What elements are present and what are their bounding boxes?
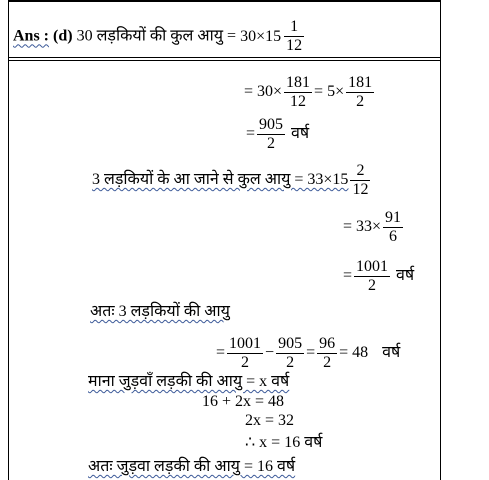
l1-mid: = 5× (314, 83, 345, 101)
step-line-4 (343, 209, 405, 246)
l7-frac-2 (276, 335, 304, 372)
l3-den: 12 (352, 181, 369, 198)
step-line-1 (244, 74, 376, 111)
l3-text: 3 लड़कियों के आ जाने से कुल आयु = 33×15 (92, 171, 349, 189)
l2-num: 905 (259, 116, 284, 133)
l7-minus: − (265, 344, 275, 362)
l7-frac-3 (317, 335, 337, 372)
table-right-border (440, 0, 441, 480)
l8-text: माना जुड़वाँ लड़की की आयु = x वर्ष (88, 373, 290, 390)
l7-num-3: 96 (319, 335, 336, 352)
step-line-2 (246, 116, 309, 153)
l4-num: 91 (385, 209, 402, 226)
l2-den: 2 (267, 135, 276, 152)
l7-unit: वर्ष (382, 344, 401, 362)
l1-num-2: 181 (348, 74, 373, 91)
step-line-9 (202, 392, 284, 412)
l1-prefix: = 30× (244, 83, 283, 101)
l11-text: ∴ x = 16 वर्ष (245, 434, 323, 451)
l7-eq: = (216, 344, 226, 362)
answer-header (13, 18, 306, 55)
header-expr-prefix: 30×15 (240, 27, 282, 45)
header-fraction (284, 18, 304, 55)
l7-frac-1 (227, 335, 263, 372)
step-line-11 (245, 433, 322, 453)
l7-den-3: 2 (323, 354, 332, 371)
l10-text: 2x = 32 (245, 412, 295, 429)
l7-den-2: 2 (286, 354, 295, 371)
l7-den-1: 2 (241, 354, 250, 371)
l4-frac (383, 209, 403, 246)
l7-num-1: 1001 (229, 335, 262, 352)
header-frac-num: 1 (284, 18, 304, 37)
l2-frac (257, 116, 285, 153)
l7-eq-2: = (306, 344, 316, 362)
l5-num: 1001 (356, 258, 389, 275)
l7-num-2: 905 (278, 335, 303, 352)
l2-eq: = (246, 125, 256, 143)
l3-num: 2 (350, 162, 370, 181)
header-text: 30 लड़कियों की कुल आयु = (76, 27, 237, 45)
l4-prefix: = 33× (343, 218, 382, 236)
row-divider-double (8, 60, 441, 61)
l12-text: अतः जुड़वा लड़की की आयु = 16 वर्ष (88, 458, 296, 475)
row-divider (8, 57, 441, 58)
step-line-6 (90, 302, 230, 322)
l5-eq: = (343, 267, 353, 285)
header-frac-den: 12 (286, 37, 303, 54)
l1-den-2: 2 (356, 93, 365, 110)
l3-frac (350, 162, 370, 199)
l1-num-1: 181 (286, 74, 311, 91)
l2-unit: वर्ष (291, 125, 310, 143)
l5-unit: वर्ष (396, 267, 415, 285)
header-expression (240, 18, 306, 55)
l1-frac-1 (284, 74, 312, 111)
l5-frac (354, 258, 390, 295)
table-left-border (8, 0, 9, 480)
step-line-7 (216, 335, 400, 372)
step-line-8 (88, 372, 289, 392)
l7-result: = 48 (339, 344, 369, 362)
l6-text: अतः 3 लड़कियों की आयु (90, 303, 230, 320)
table-top-border (8, 0, 441, 2)
l1-frac-2 (346, 74, 374, 111)
l4-den: 6 (389, 228, 398, 245)
step-line-12 (88, 457, 295, 477)
answer-option: (d) (53, 27, 73, 45)
ans-label: Ans : (13, 27, 50, 45)
step-line-10 (245, 411, 294, 431)
step-line-3 (92, 162, 372, 199)
l9-text: 16 + 2x = 48 (202, 393, 285, 410)
l5-den: 2 (368, 277, 377, 294)
l1-den-1: 12 (290, 93, 307, 110)
step-line-5 (343, 258, 414, 295)
